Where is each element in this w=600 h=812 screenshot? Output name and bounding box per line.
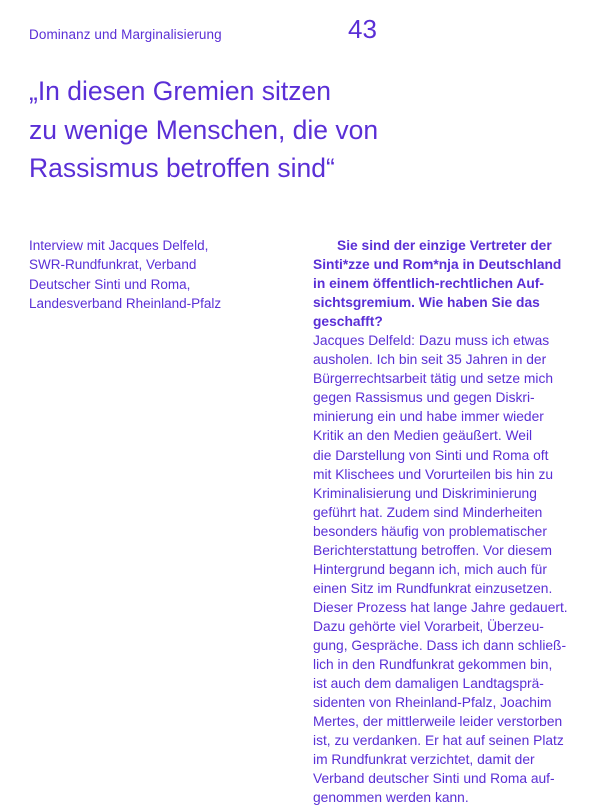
answer-line: lich in den Rundfunkrat gekommen bin, [313,657,553,673]
headline-line: „In diesen Gremien sitzen [29,76,331,106]
credit-line: SWR-Rundfunkrat, Verband [29,257,197,273]
answer-line: mit Klischees und Vorurteilen bis hin zu [313,466,554,482]
answer-line: im Rundfunkrat verzichtet, damit der [313,752,535,768]
question-line: in einem öffentlich-rechtlichen Auf- [313,276,544,292]
article-headline [29,72,529,188]
running-head-section-title: Dominanz und Marginalisierung [29,27,222,42]
answer-line: sidenten von Rheinland-Pfalz, Joachim [313,695,552,711]
answer-line: ist auch dem damaligen Landtagsprä- [313,676,544,692]
answer-line: Kritik an den Medien geäußert. Weil [313,428,533,444]
answer-line: Kriminalisierung und Diskriminierung [313,485,537,501]
interview-body [313,236,593,807]
answer-line: Dieser Prozess hat lange Jahre gedauert. [313,599,568,615]
answer-line: Dazu gehörte viel Vorarbeit, Überzeu- [313,618,544,634]
answer-line: minierung ein und habe immer wieder [313,409,544,425]
answer-line: die Darstellung von Sinti und Roma oft [313,447,549,463]
answer-line: Berichterstattung betroffen. Vor diesem [313,542,553,558]
credit-line: Deutscher Sinti und Roma, [29,276,191,292]
answer-line: besonders häufig von problematischer [313,523,547,539]
question-line: Sinti*zze und Rom*nja in Deutschland [313,257,562,273]
interview-credit [29,236,269,313]
answer-line: Bürgerrechtsarbeit tätig und setze mich [313,371,554,387]
answer-line: geführt hat. Zudem sind Minderheiten [313,504,543,520]
answer-line: ausholen. Ich bin seit 35 Jahren in der [313,352,547,368]
answer-line: ist, zu verdanken. Er hat auf seinen Platz [313,733,564,749]
answer-line: einen Sitz im Rundfunkrat einzusetzen. [313,580,553,596]
question-line: geschafft? [313,314,383,330]
interview-question [313,236,593,331]
interview-answer [313,331,593,807]
answer-line: genommen werden kann. [313,790,469,806]
answer-line: gegen Rassismus und gegen Diskri- [313,390,535,406]
headline-line: Rassismus betroffen sind“ [29,153,335,183]
answer-line: Hintergrund begann ich, mich auch für [313,561,547,577]
credit-line: Landesverband Rheinland-Pfalz [29,295,222,311]
answer-line: gung, Gespräche. Dass ich dann schließ- [313,637,567,653]
answer-line: Verband deutscher Sinti und Roma auf- [313,771,555,787]
page-number: 43 [348,14,377,44]
answer-line: Jacques Delfeld: Dazu muss ich etwas [313,333,550,349]
headline-line: zu wenige Menschen, die von [29,114,379,145]
question-line: sichtsgremium. Wie haben Sie das [313,295,540,311]
credit-line: Interview mit Jacques Delfeld, [29,238,209,253]
question-line: Sie sind der einzige Vertreter der [337,238,552,253]
answer-line: Mertes, der mittlerweile leider verstorben [313,714,563,730]
